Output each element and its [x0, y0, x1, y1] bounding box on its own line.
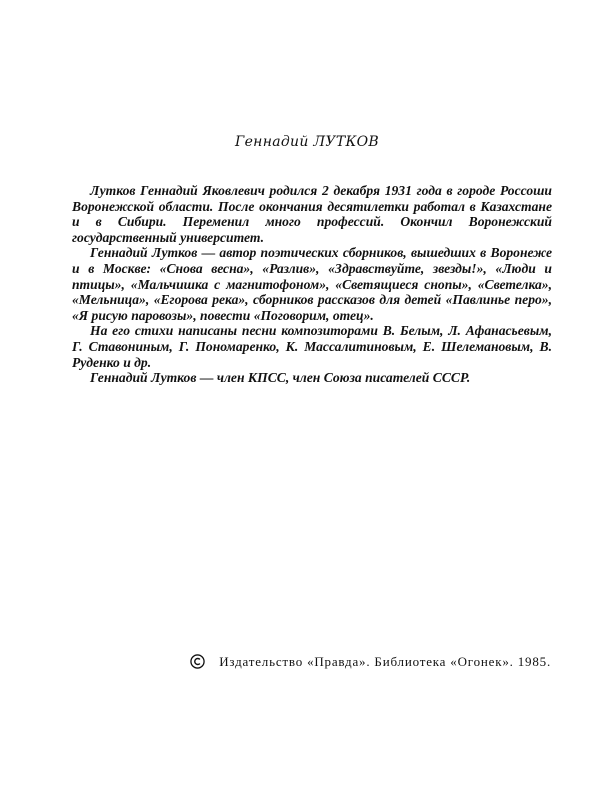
copyright-icon	[190, 654, 205, 669]
author-biography	[72, 183, 552, 386]
bio-paragraph-membership: Геннадий Лутков — член КПСС, член Союза писателей СССР.	[90, 370, 471, 386]
author-heading: Геннадий ЛУТКОВ	[235, 134, 379, 150]
bio-paragraph-works: Геннадий Лутков — автор поэтических сборников, вышедших в Воронеже и в Москве: «Снова весна», «Разлив», «Здравствуйте, звезды!», «Люди и птицы», «Мальчишка с магнитофоном», «Светящиеся снопы», «Светелка», «Мельница», «Егорова река», сборников рассказов для детей «Павлинье перо», «Я рисую паровозы», повести «Поговорим, отец».	[72, 245, 552, 323]
bio-paragraph-songs: На его стихи написаны песни композиторами В. Белым, Л. Афанасьевым, Г. Ставониным, Г. Пономаренко, К. Массалитиновым, Е. Шелемановым, В. Руденко и др.	[72, 323, 552, 370]
copyright-text: Издательство «Правда». Библиотека «Огонек». 1985.	[219, 654, 551, 669]
copyright-notice	[0, 654, 551, 670]
bio-paragraph-birth-and-education: Лутков Геннадий Яковлевич родился 2 декабря 1931 года в городе Россоши Воронежской области. После окончания десятилетки работал в Казахстане и в Сибири. Переменил много профессий. Окончил Воронежский государственный университет.	[72, 183, 552, 245]
